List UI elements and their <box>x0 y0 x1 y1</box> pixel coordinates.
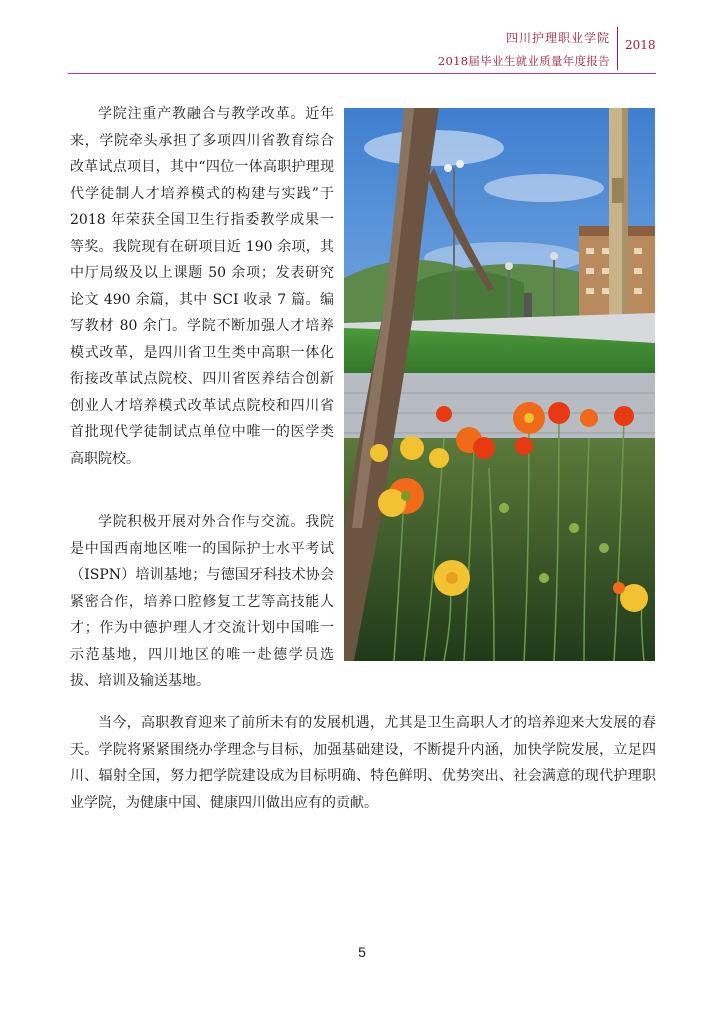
paragraph-teaching-reform: 学院注重产教融合与教学改革。近年来，学院牵头承担了多项四川省教育综合改革试点项目，其中“四位一体高职护理现代学徒制人才培养模式的构建与实践”于 2018 年荣获全国卫生行指委教学成果一等奖。我院现有在研项目近 190 余项，其中厅局级及以上课题 50 余项；发表研究论文 490 余篇，其中 SCI 收录 7 篇。编写教材 80 余门。学院不断加强人才培养模式改革，是四川省卫生类中高职一体化衔接改革试点院校、四川省医养结合创新创业人才培养模式改革试点院校和四川省首批现代学徒制试点单位中唯一的医学类高职院校。 <box>70 106 334 467</box>
header-year: 2018 <box>625 38 656 52</box>
header-rule <box>68 73 656 74</box>
campus-poppy-photo <box>344 108 655 661</box>
header-school-name: 四川护理职业学院 <box>505 31 610 45</box>
paragraph-cooperation: 学院积极开展对外合作与交流。我院是中国西南地区唯一的国际护士水平考试（ISPN）培训基地；与德国牙科技术协会紧密合作，培养口腔修复工艺等高技能人才；作为中德护理人才交流计划中国唯一示范基地，四川地区的唯一赴德学员选拔、培训及输送基地。 <box>70 514 334 689</box>
page-header <box>0 0 724 75</box>
campus-photo <box>344 108 655 661</box>
header-divider <box>617 27 618 70</box>
paragraph-outlook: 当今，高职教育迎来了前所未有的发展机遇，尤其是卫生高职人才的培养迎来大发展的春天。学院将紧紧围绕办学理念与目标，加强基础建设，不断提升内涵，加快学院发展，立足四川、辐射全国，努力把学院建设成为目标明确、特色鲜明、优势突出、社会满意的现代护理职业学院，为健康中国、健康四川做出应有的贡献。 <box>70 715 656 811</box>
page-number: 5 <box>358 944 366 960</box>
header-report-title: 2018届毕业生就业质量年度报告 <box>437 54 610 68</box>
